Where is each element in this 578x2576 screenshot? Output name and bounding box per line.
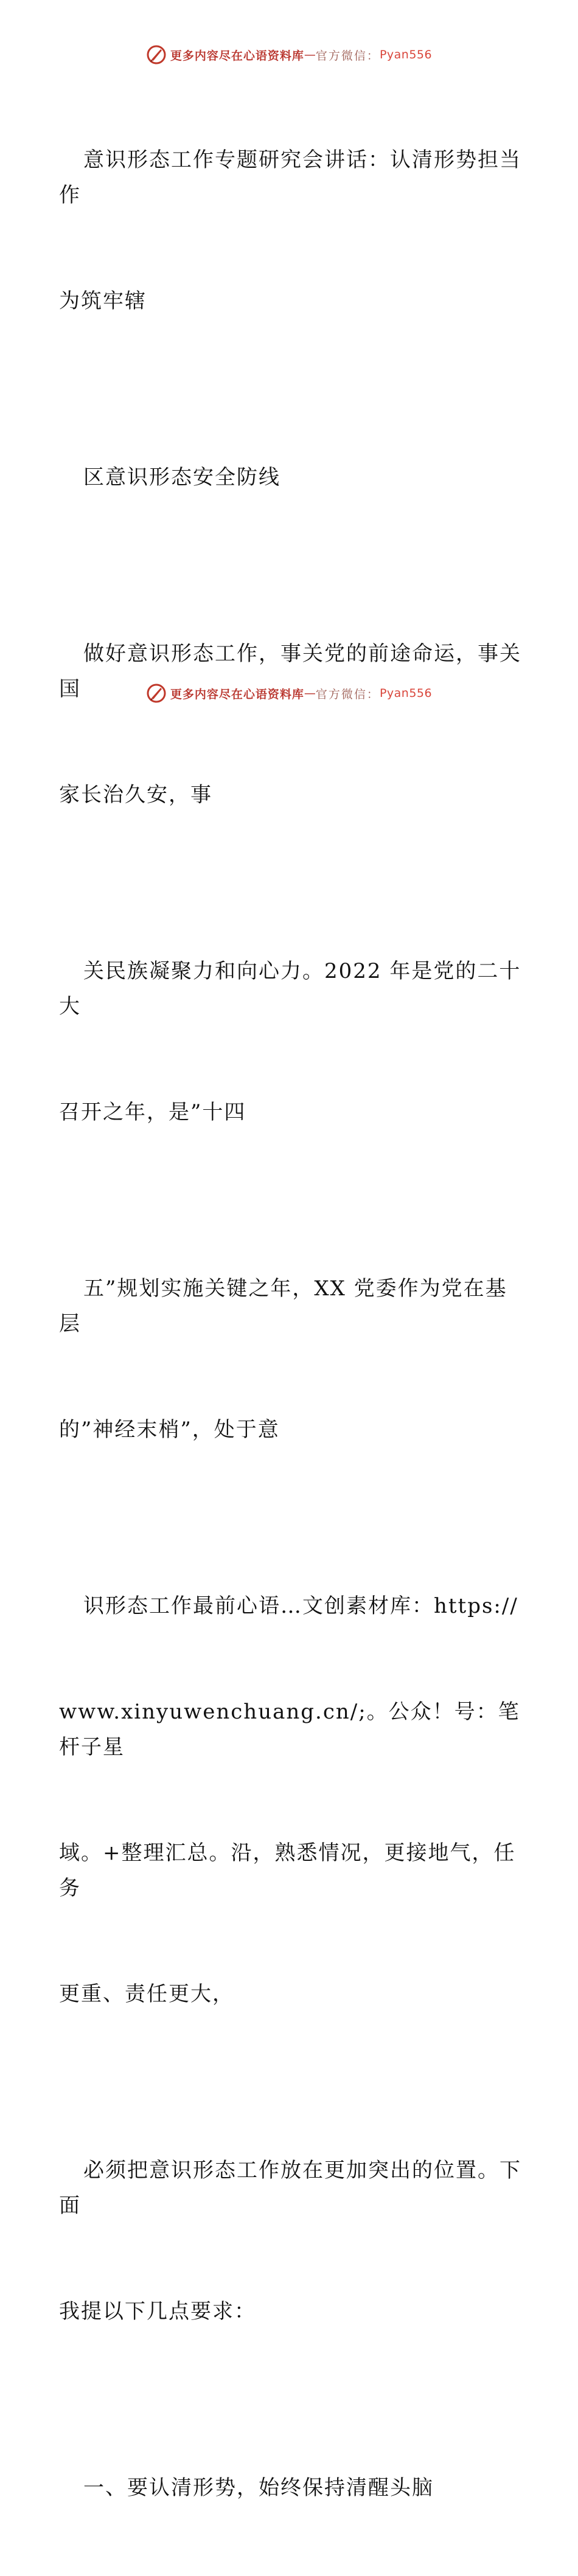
text-line: 一、要认清形势，始终保持清醒头脑: [83, 2476, 434, 2500]
banner-dash: —: [304, 48, 316, 61]
paragraph: [59, 883, 521, 1200]
paragraph-title: [59, 72, 521, 389]
text-line: 意识形态工作专题研究会讲话：认清形势担当作: [59, 148, 521, 207]
text-line: 召开之年，是”十四: [59, 1100, 246, 1124]
text-line: 域。+整理汇总。沿，熟悉情况，更接地气，任务: [59, 1841, 516, 1900]
header-banner: [0, 43, 578, 67]
text-line: 关民族凝聚力和向心力。2022 年是党的二十大: [59, 959, 521, 1019]
text-line: 的”神经末梢”，处于意: [59, 1418, 280, 1442]
document-body: [59, 72, 521, 2576]
quill-logo-icon: [146, 44, 167, 65]
banner-dash: —: [304, 687, 316, 700]
section-heading: [59, 2400, 521, 2576]
banner-wechat-label: 官方微信：: [315, 49, 380, 63]
paragraph: [59, 1200, 521, 1518]
footer-banner: [0, 681, 578, 705]
banner-promo-text: 更多内容尽在心语资料库: [170, 49, 304, 63]
banner-wechat-label: 官方微信：: [315, 687, 380, 701]
text-line: 做好意识形态工作，事关党的前途命运，事关国: [59, 642, 521, 701]
text-line: 为筑牢辖: [59, 289, 147, 313]
text-line: 必须把意识形态工作放在更加突出的位置。下面: [59, 2158, 521, 2218]
paragraph: [59, 566, 521, 883]
text-line: 更重、责任更大，: [59, 1982, 234, 2006]
banner-wechat-id: Pyan556: [379, 48, 433, 61]
paragraph: [59, 2082, 521, 2400]
quill-logo-icon: [146, 683, 167, 704]
paragraph: [59, 1518, 521, 2082]
text-line: 五”规划实施关键之年，XX 党委作为党在基层: [59, 1276, 507, 1336]
text-line: 我提以下几点要求：: [59, 2299, 256, 2324]
paragraph-title-cont: [59, 389, 521, 566]
banner-wechat-id: Pyan556: [379, 687, 433, 700]
text-line: www.xinyuwenchuang.cn/;。公众！号：笔杆子星: [59, 1700, 520, 1759]
text-line: 区意识形态安全防线: [83, 465, 280, 490]
text-line: 家长治久安，事: [59, 783, 212, 807]
text-line: 识形态工作最前心语…文创素材库：https://: [83, 1594, 518, 1618]
banner-promo-text: 更多内容尽在心语资料库: [170, 687, 304, 701]
